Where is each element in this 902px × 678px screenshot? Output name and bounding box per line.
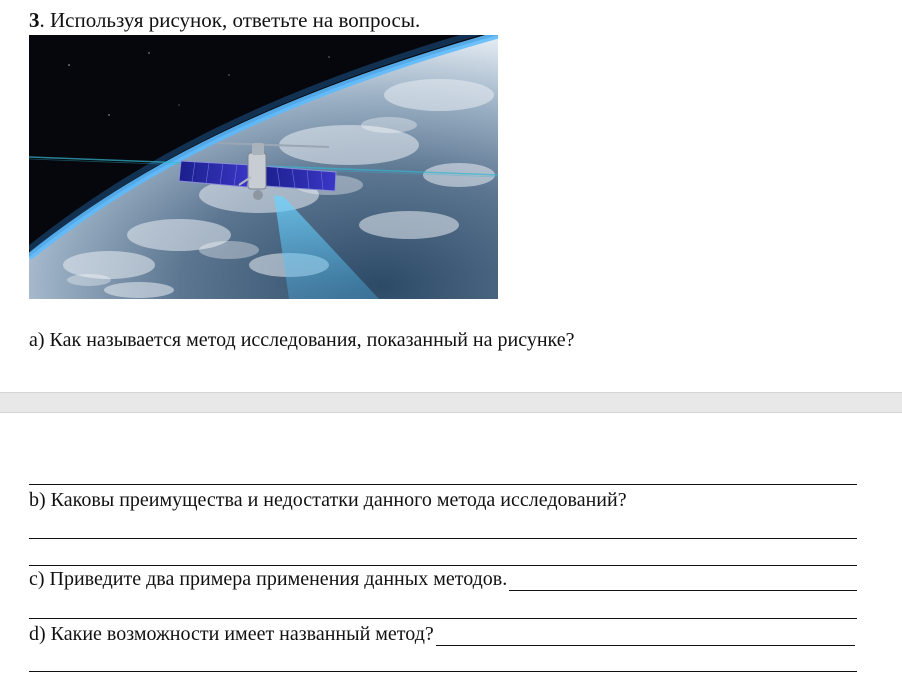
answer-line-b-1	[29, 538, 857, 539]
question-d-row	[29, 622, 855, 646]
answer-line-c-inline	[509, 570, 857, 591]
question-d: d) Какие возможности имеет названный метод?	[29, 623, 434, 645]
question-b: b) Каковы преимущества и недостатки данного метода исследований?	[29, 489, 627, 511]
answer-line-b-2	[29, 565, 857, 566]
question-a: а) Как называется метод исследования, показанный на рисунке?	[29, 329, 575, 351]
task-number: 3	[29, 8, 40, 32]
answer-line-d	[29, 671, 857, 672]
satellite-illustration	[29, 35, 498, 299]
question-c-row	[29, 567, 857, 591]
answer-line-a	[29, 484, 857, 485]
task-heading	[29, 7, 420, 33]
task-instruction: . Используя рисунок, ответьте на вопросы.	[39, 8, 421, 32]
question-c: c) Приведите два примера применения данных методов.	[29, 568, 508, 590]
satellite-earth-image	[29, 35, 498, 299]
answer-line-c	[29, 618, 857, 619]
section-divider-band	[0, 392, 902, 413]
answer-line-d-inline	[436, 625, 855, 646]
